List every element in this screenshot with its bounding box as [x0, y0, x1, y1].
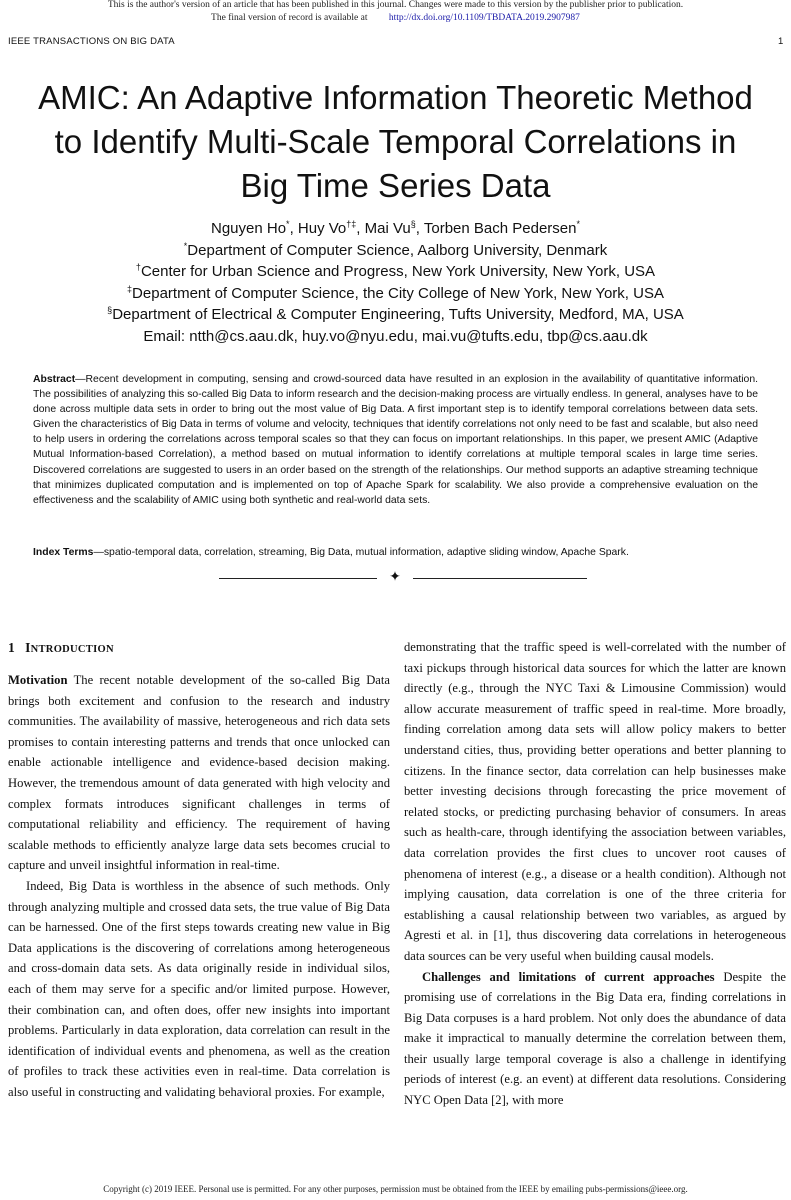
paragraph: Indeed, Big Data is worthless in the absence of such methods. Only through analyzing multiple and crossed data sets, the true value of Big Data can be harnessed. One of the first steps towards creating new value in Big Data applications is the discovering of correlations among heterogeneous and cross-domain data sets. As data originally reside in individual silos, each of them may serve for a specific and/or limited purpose. However, their combination can, and often does, offer new insights into important problems. Particularly in data exploration, data correlation can result in the identification of individual events and phenomena, as well as the creation of profiles to track these activities even in real-time. Data correlation is also useful in constructing and validating behavioral proxies. For example,	[8, 878, 390, 1099]
paragraph-text: Despite the promising use of correlations in the Big Data era, finding correlations in Big Data corpuses is a hard problem. Not only does the abundance of data make it impractical to manually determine the correlation between them, their usually large temporal coverage is also a challenge in identifying periods of interest (e.g. an event) at different data resolutions. Considering NYC Open Data [2], with more	[404, 969, 786, 1108]
section-number: 1	[8, 640, 16, 655]
author-block	[20, 218, 771, 347]
affiliation	[20, 283, 771, 305]
section-heading-introduction	[8, 640, 114, 656]
author-name: Mai Vu	[364, 220, 411, 237]
author-names: Nguyen Ho*, Huy Vo†‡, Mai Vu§, Torben Bach Pedersen*	[211, 219, 580, 237]
author-name: Torben Bach Pedersen	[423, 220, 577, 237]
paragraph-text: The recent notable development of the so-called Big Data brings both excitement and confusion to the research and industry communities. The availability of massive, heterogeneous and rich data sets promises to contain interesting patterns and trends that once unlocked can enable actionable intelligence and evidence-based decision making. However, the tremendous amount of data generated with high velocity and complex formats introduces significant challenges in terms of computational reliability and efficiency. The requirement of having scalable methods to efficiently analyze large data sets becomes crucial to capture and unveil insightful information in real-time.	[8, 673, 390, 873]
author-name: Huy Vo	[297, 220, 347, 237]
affiliation	[20, 240, 771, 262]
index-terms	[33, 545, 758, 560]
separator-line-left	[219, 578, 377, 579]
paper-title: AMIC: An Adaptive Information Theoretic Method to Identify Multi-Scale Temporal Correlations in Big Time Series Data	[38, 79, 753, 204]
index-terms-text: —spatio-temporal data, correlation, streaming, Big Data, mutual information, adaptive sliding window, Apache Spark.	[93, 547, 629, 558]
body-column-left	[8, 670, 390, 1102]
paragraph-motivation	[8, 670, 390, 876]
paragraph-lead: Challenges and limitations of current approaches	[422, 969, 715, 984]
affiliation	[20, 261, 771, 283]
affiliation-mark: ‡	[127, 283, 133, 294]
paragraph-challenges	[404, 967, 786, 1111]
paragraph: demonstrating that the traffic speed is well-correlated with the number of taxi pickups through historical data sources for which the latter are known directly (e.g., through the NYC Taxi & Limousine Commission) would allow accurate measurement of traffic speed in real-time. More broadly, finding correlation among data sets will allow policy makers to better understand cities, thus, providing better operations and better planning to citizens. In the finance sector, data correlation can help businesses make better investing decisions through forecasting the price movement of related stocks, or predicting purchasing behavior of consumers. In areas such as health-care, through identifying the association between variables, data correlation provides the first clues to uncover root causes of phenomena of interest (e.g., a disease or a health condition). Although not implying causation, data correlation is one of the three criteria for establishing a causal relationship between two variables, as argued by Agresti et al. in [1], thus discovering data correlations in heterogeneous data sources can be very useful when building causal models.	[404, 640, 786, 963]
affiliation-text: Department of Computer Science, the City College of New York, New York, USA	[132, 284, 664, 302]
abstract-text: —Recent development in computing, sensing and crowd-sourced data have resulted in an explosion in the availability of quantitative information. The possibilities of analyzing this so-called Big Data to inform research and the decision-making process are virtually endless. In general, analyses have to be done across multiple data sets in order to bring out the most value of Big Data. A first important step is to identify temporal correlations between data sets. Given the characteristics of Big Data in terms of volume and velocity, techniques that identify correlations not only need to be fast and scalable, but also need to help users in ordering the correlations across temporal scales so that they can focus on important relationships. In this paper, we present AMIC (Adaptive Mutual Information-based Correlation), a method based on mutual information to identify correlations at multiple temporal scales in large time series. Discovered correlations are suggested to users in an order based on the strength of the relationships. Our method supports an adaptive streaming technique that minimizes duplicated computation and is implemented on top of Apache Spark for scalability. We also provide a comprehensive evaluation on the effectiveness and the scalability of AMIC using both synthetic and real-world data sets.	[33, 374, 758, 506]
author-mark: †‡	[346, 219, 357, 229]
publication-notice-line-2	[0, 12, 791, 25]
affiliation	[20, 304, 771, 326]
affiliation-text: Department of Computer Science, Aalborg University, Denmark	[187, 241, 608, 259]
author-mark: *	[286, 219, 290, 229]
index-terms-label: Index Terms	[33, 547, 94, 558]
copyright-footer: Copyright (c) 2019 IEEE. Personal use is permitted. For any other purposes, permission must be obtained from the IEEE by emailing pubs-permissions@ieee.org.	[103, 1184, 688, 1194]
separator-line-right	[413, 578, 587, 579]
author-mark: §	[410, 219, 416, 229]
doi-link[interactable]: http://dx.doi.org/10.1109/TBDATA.2019.2907987	[388, 13, 580, 23]
abstract-label: Abstract	[33, 374, 76, 385]
body-column-right	[404, 637, 786, 1111]
author-emails: Email: ntth@cs.aau.dk, huy.vo@nyu.edu, mai.vu@tufts.edu, tbp@cs.aau.dk	[143, 327, 648, 345]
affiliation-mark: §	[107, 305, 113, 315]
separator-diamond-icon: ✦	[389, 570, 401, 585]
affiliation-mark: *	[183, 240, 188, 251]
section-title-first-letter: I	[25, 640, 31, 655]
author-mark: *	[576, 219, 580, 229]
running-head-page-number: 1	[778, 36, 784, 47]
abstract	[33, 372, 758, 508]
paragraph-lead: Motivation	[8, 673, 68, 687]
author-name: Nguyen Ho	[211, 220, 287, 237]
affiliation-text: Center for Urban Science and Progress, New York University, New York, USA	[140, 263, 656, 280]
notice-line-1: This is the author's version of an article that has been published in this journal. Changes were made to this version by the publisher prior to publication.	[107, 0, 684, 10]
running-head-journal: IEEE TRANSACTIONS ON BIG DATA	[8, 36, 175, 47]
affiliation-text: Department of Electrical & Computer Engineering, Tufts University, Medford, MA, USA	[112, 306, 684, 323]
publication-notice	[0, 0, 791, 12]
notice-line-2-prefix: The final version of record is available at	[211, 13, 368, 23]
section-title-rest: NTRODUCTION	[30, 644, 114, 655]
affiliation-mark: †	[135, 262, 141, 272]
